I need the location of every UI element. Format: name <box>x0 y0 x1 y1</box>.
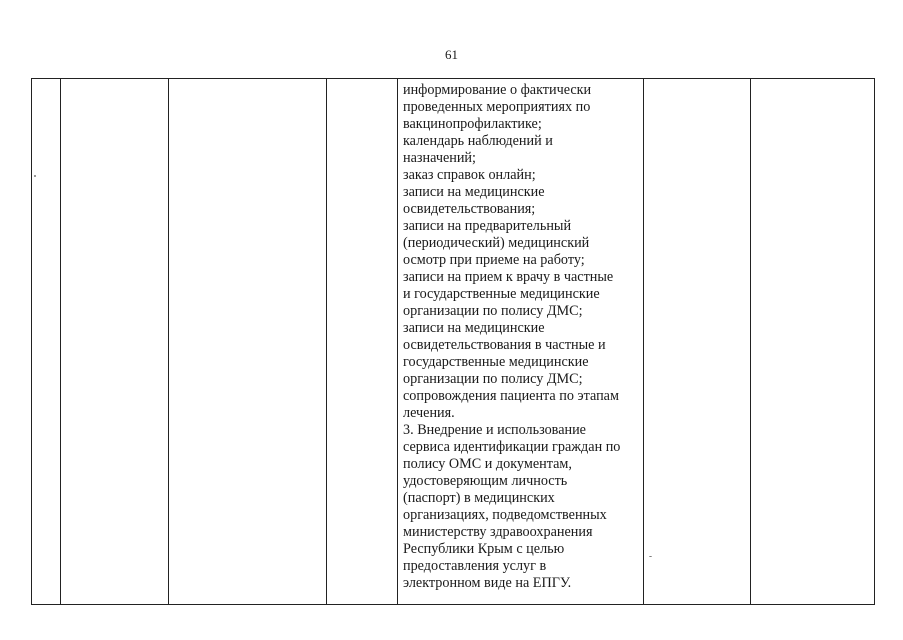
description-line: проведенных мероприятиях по <box>403 99 591 115</box>
description-line: предоставления услуг в <box>403 558 547 574</box>
description-line: электронном виде на ЕПГУ. <box>403 575 572 591</box>
table-cell-column-2 <box>61 79 169 605</box>
table-cell-column-4 <box>327 79 398 605</box>
description-line: информирование о фактически <box>403 82 592 98</box>
description-line: удостоверяющим личность <box>403 473 568 489</box>
description-line: назначений; <box>403 150 476 166</box>
description-line: 3. Внедрение и использование <box>403 422 586 438</box>
description-line: полису ОМС и документам, <box>403 456 572 472</box>
description-line: и государственные медицинские <box>403 286 600 302</box>
document-table <box>31 78 875 605</box>
description-line: государственные медицинские <box>403 354 589 370</box>
description-line: осмотр при приеме на работу; <box>403 252 585 268</box>
table-cell-description <box>398 79 644 605</box>
description-line: освидетельствования; <box>403 201 536 217</box>
description-line: организации по полису ДМС; <box>403 371 583 387</box>
description-line: Республики Крым с целью <box>403 541 565 557</box>
page-number: 61 <box>445 47 458 62</box>
table-cell-column-7 <box>751 79 875 605</box>
description-line: организации по полису ДМС; <box>403 303 583 319</box>
table-cell-column-6 <box>644 79 751 605</box>
description-line: (паспорт) в медицинских <box>403 490 555 506</box>
description-line: сервиса идентификации граждан по <box>403 439 621 455</box>
description-line: министерству здравоохранения <box>403 524 593 540</box>
description-line: записи на медицинские <box>403 184 545 200</box>
description-line: освидетельствования в частные и <box>403 337 606 353</box>
description-line: записи на предварительный <box>403 218 572 234</box>
description-line: заказ справок онлайн; <box>403 167 536 183</box>
table-cell-column-3 <box>169 79 327 605</box>
description-line: календарь наблюдений и <box>403 133 553 149</box>
description-line: записи на прием к врачу в частные <box>403 269 614 285</box>
description-line: организациях, подведомственных <box>403 507 607 523</box>
description-line: вакцинопрофилактике; <box>403 116 542 132</box>
description-line: (периодический) медицинский <box>403 235 590 251</box>
description-line: записи на медицинские <box>403 320 545 336</box>
description-line: лечения. <box>403 405 455 421</box>
table-row <box>32 79 875 605</box>
description-line: сопровождения пациента по этапам <box>403 388 619 404</box>
table-cell-number <box>32 79 61 605</box>
